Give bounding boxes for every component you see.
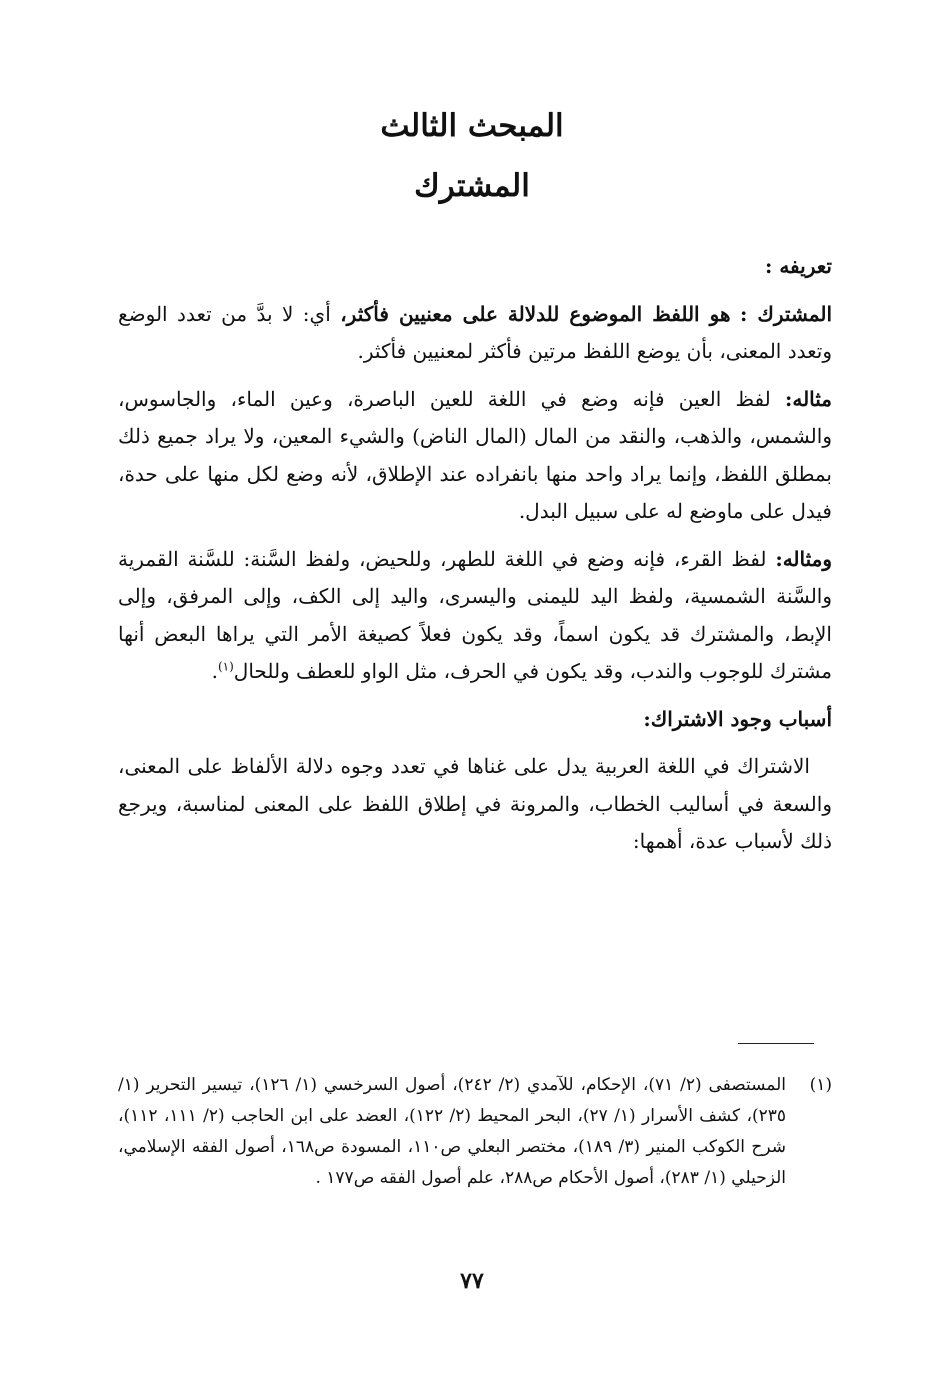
definition-paragraph (118, 296, 832, 371)
example1-text: لفظ العين فإنه وضع في اللغة للعين الباصرة، وعين الماء، والجاسوس، والشمس، والذهب، والنقد من المال (المال الناض) والشيء المعين، ولا يراد جميع ذلك بمطلق اللفظ، وإنما يراد واحد منها بانفراده عند الإطلاق، لأنه وضع لكل منها على حدة، فيدل على ماوضع له على سبيل البدل. (118, 386, 832, 523)
page-number: ٧٧ (460, 1268, 484, 1294)
footnote-divider (738, 1043, 814, 1044)
section-heading: المبحث الثالث (380, 108, 564, 144)
definition-rest: أي: لا بدَّ من تعدد الوضع وتعدد المعنى، بأن يوضع اللفظ مرتين فأكثر لمعنيين فأكثر. (118, 301, 832, 363)
definition-bold: هو اللفظ الموضوع للدلالة على معنيين فأكثر، (340, 301, 731, 326)
main-text (118, 248, 832, 871)
causes-paragraph: الاشتراك في اللغة العربية يدل على غناها في تعدد وجوه دلالة الألفاظ على المعنى، والسعة في أساليب الخطاب، والمرونة في إطلاق اللفظ على المعنى لمناسبة، ويرجع ذلك لأسباب عدة، أهمها: (118, 754, 832, 853)
example2-text: لفظ القرء، فإنه وضع في اللغة للطهر، وللحيض، ولفظ السَّنة: للسَّنة القمرية والسَّنة الشمسية، ولفظ اليد لليمنى واليسرى، واليد إلى الكف، وإلى المرفق، وإلى الإبط، والمشترك قد يكون اسماً، وقد يكون فعلاً كصيغة الأمر التي يراها البعض أنها مشترك للوجوب والندب، وقد يكون في الحرف، مثل الواو للعطف وللحال (118, 546, 832, 683)
causes-heading: أسباب وجود الاشتراك: (643, 706, 832, 731)
footnote-row (118, 1070, 832, 1194)
footnote-text: المستصفى (٢/ ٧١)، الإحكام، للآمدي (٢/ ٢٤٢)، أصول السرخسي (١/ ١٢٦)، تيسير التحرير (١/ ٢٣٥)، كشف الأسرار (١/ ٢٧)، البحر المحيط (٢/ ١٢٢)، العضد على ابن الحاجب (٢/ ١١١، ١١٢)، شرح الكوكب المنير (٣/ ١٨٩)، مختصر البعلي ص١١٠، المسودة ص١٦٨، أصول الفقه الإسلامي، الزحيلي (١/ ٢٨٣)، أصول الأحكام ص٢٨٨، علم أصول الفقه ص١٧٧ . (118, 1075, 787, 1188)
definition-label: تعريفه : (764, 254, 832, 278)
footnote-number: (١) (809, 1075, 832, 1095)
footnote (118, 1070, 832, 1194)
example1-lead: مثاله: (784, 386, 833, 411)
example2-end: . (211, 659, 218, 683)
definition-lead: المشترك : (739, 301, 833, 326)
example2-lead: ومثاله: (775, 546, 833, 571)
footnote-reference[interactable]: (١) (217, 659, 234, 674)
topic-heading: المشترك (414, 168, 530, 204)
example2-paragraph (118, 541, 832, 691)
example1-paragraph (118, 381, 832, 531)
